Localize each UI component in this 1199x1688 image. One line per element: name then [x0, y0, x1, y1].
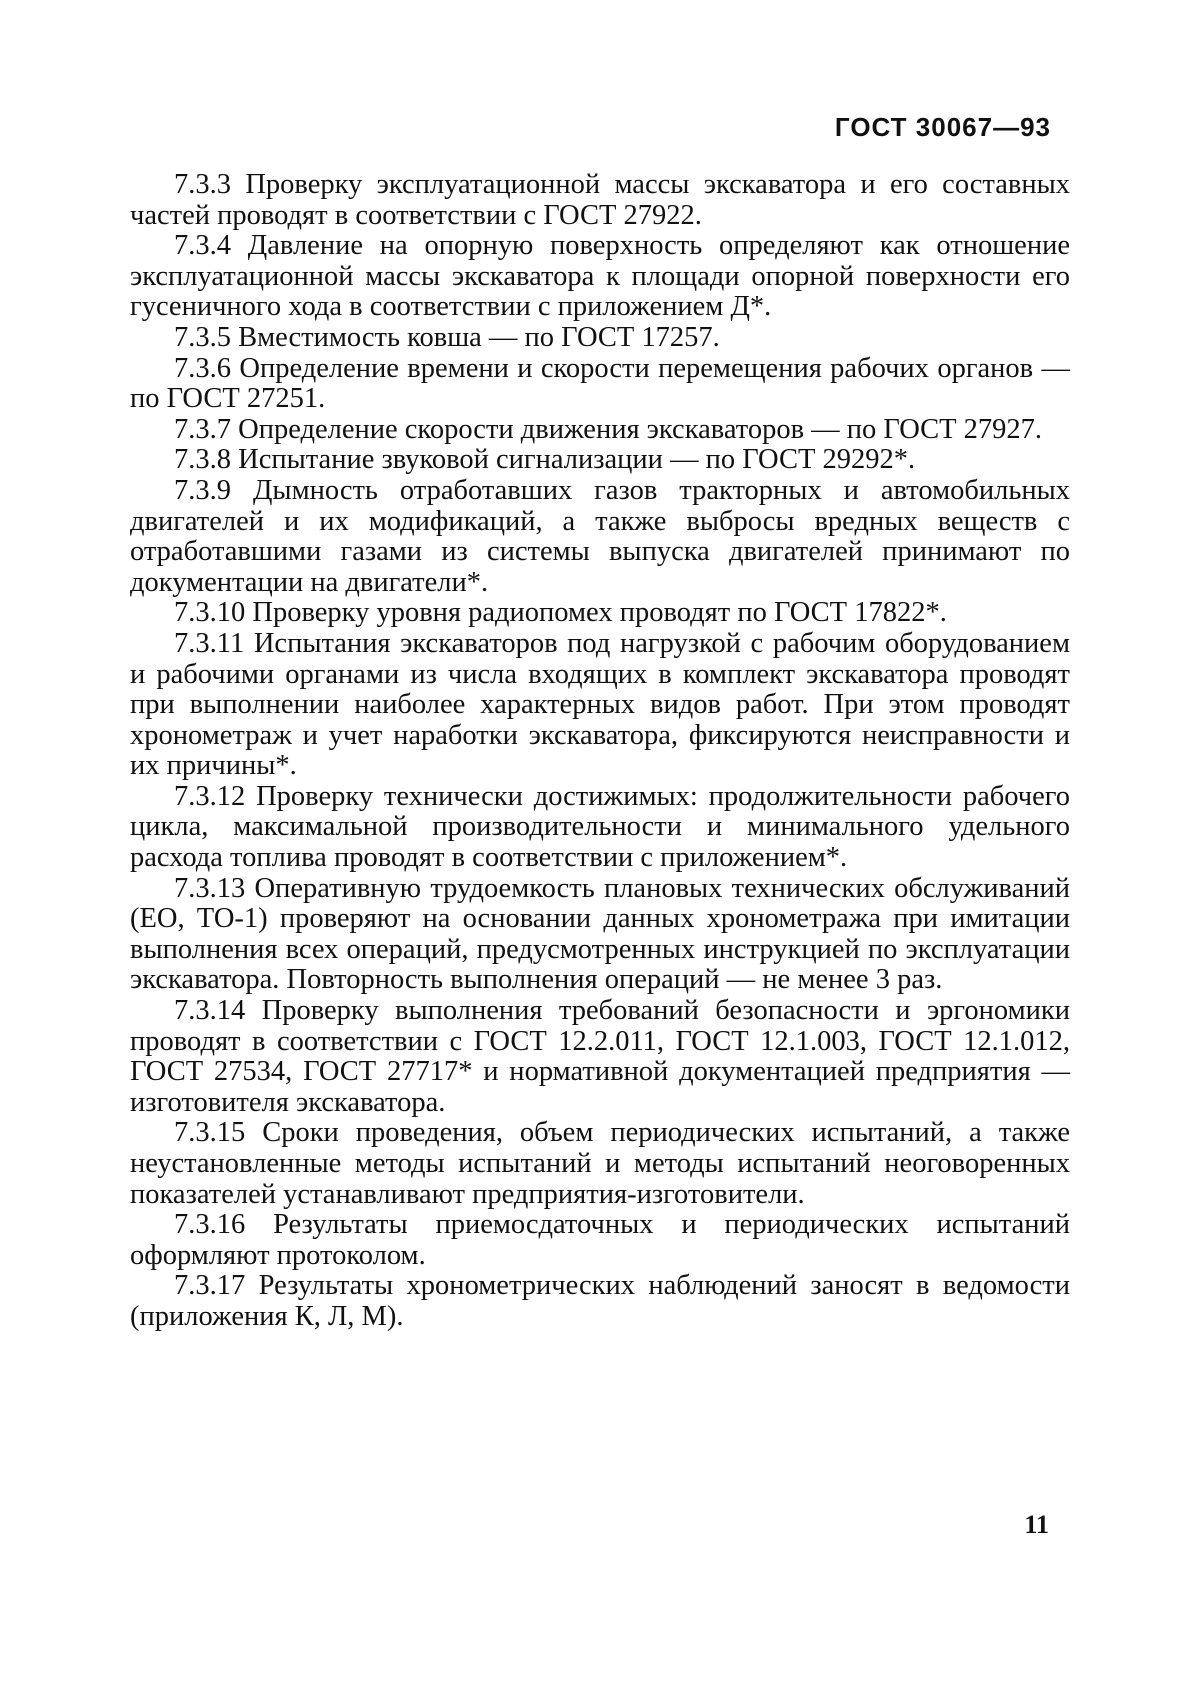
paragraph-7-3-8: 7.3.8 Испытание звуковой сигнализации — по ГОСТ 29292*. — [174, 444, 916, 476]
paragraph-7-3-12: 7.3.12 Проверку технически достижимых: продолжительности рабочего цикла, максимальной производительности и минимального удельного расхода топлива проводят в соответствии с приложением*. — [130, 780, 1070, 874]
paragraph-7-3-17: 7.3.17 Результаты хронометрических наблюдений заносят в ведомости (приложения К, Л, М). — [130, 1270, 1070, 1332]
paragraph-7-3-7: 7.3.7 Определение скорости движения экскаваторов — по ГОСТ 27927. — [174, 413, 1043, 445]
paragraph-7-3-6: 7.3.6 Определение времени и скорости перемещения рабочих органов — по ГОСТ 27251. — [130, 352, 1070, 415]
paragraph-7-3-3: 7.3.3 Проверку эксплуатационной массы экскаватора и его составных частей проводят в соответствии с ГОСТ 27922. — [130, 169, 1070, 231]
paragraph-7-3-15: 7.3.15 Сроки проведения, объем периодических испытаний, а также неустановленные методы испытаний и методы испытаний неоговоренных показателей устанавливают предприятия-изготовители. — [130, 1117, 1070, 1210]
document-body — [130, 170, 1070, 1333]
page-number: 11 — [1024, 1510, 1049, 1539]
document-header: ГОСТ 30067—93 — [834, 112, 1051, 142]
paragraph-7-3-4: 7.3.4 Давление на опорную поверхность определяют как отношение эксплуатационной массы экскаватора к площади опорной поверхности его гусеничного хода в соответствии с приложением Д*. — [130, 230, 1070, 323]
paragraph-7-3-11: 7.3.11 Испытания экскаваторов под нагрузкой с рабочим оборудованием и рабочими органами из числа входящих в комплект экскаватора проводят при выполнении наиболее характерных видов работ. При этом проводят хронометраж и учет наработки экскаватора, фиксируются неисправности и их причины*. — [130, 627, 1070, 782]
paragraph-7-3-13: 7.3.13 Оперативную трудоемкость плановых технических обслуживаний (ЕО, ТО-1) проверяют на основании данных хронометража при имитации выполнения всех операций, предусмотренных инструкцией по эксплуатации экскаватора. Повторность выполнения операций — не менее 3 раз. — [130, 872, 1070, 996]
paragraph-7-3-5: 7.3.5 Вместимость ковша — по ГОСТ 17257. — [174, 321, 720, 353]
paragraph-7-3-9: 7.3.9 Дымность отработавших газов тракторных и автомобильных двигателей и их модификаций, а также выбросы вредных веществ с отработавшими газами из системы выпуска двигателей принимают по документации на двигатели*. — [130, 474, 1070, 598]
paragraph-7-3-14: 7.3.14 Проверку выполнения требований безопасности и эргономики проводят в соответствии с ГОСТ 12.2.011, ГОСТ 12.1.003, ГОСТ 12.1.012, ГОСТ 27534, ГОСТ 27717* и нормативной документацией предприятия — изготовителя экскаватора. — [130, 995, 1070, 1118]
paragraph-7-3-10: 7.3.10 Проверку уровня радиопомех проводят по ГОСТ 17822*. — [174, 597, 947, 629]
paragraph-7-3-16: 7.3.16 Результаты приемосдаточных и периодических испытаний оформляют протоколом. — [130, 1209, 1070, 1271]
